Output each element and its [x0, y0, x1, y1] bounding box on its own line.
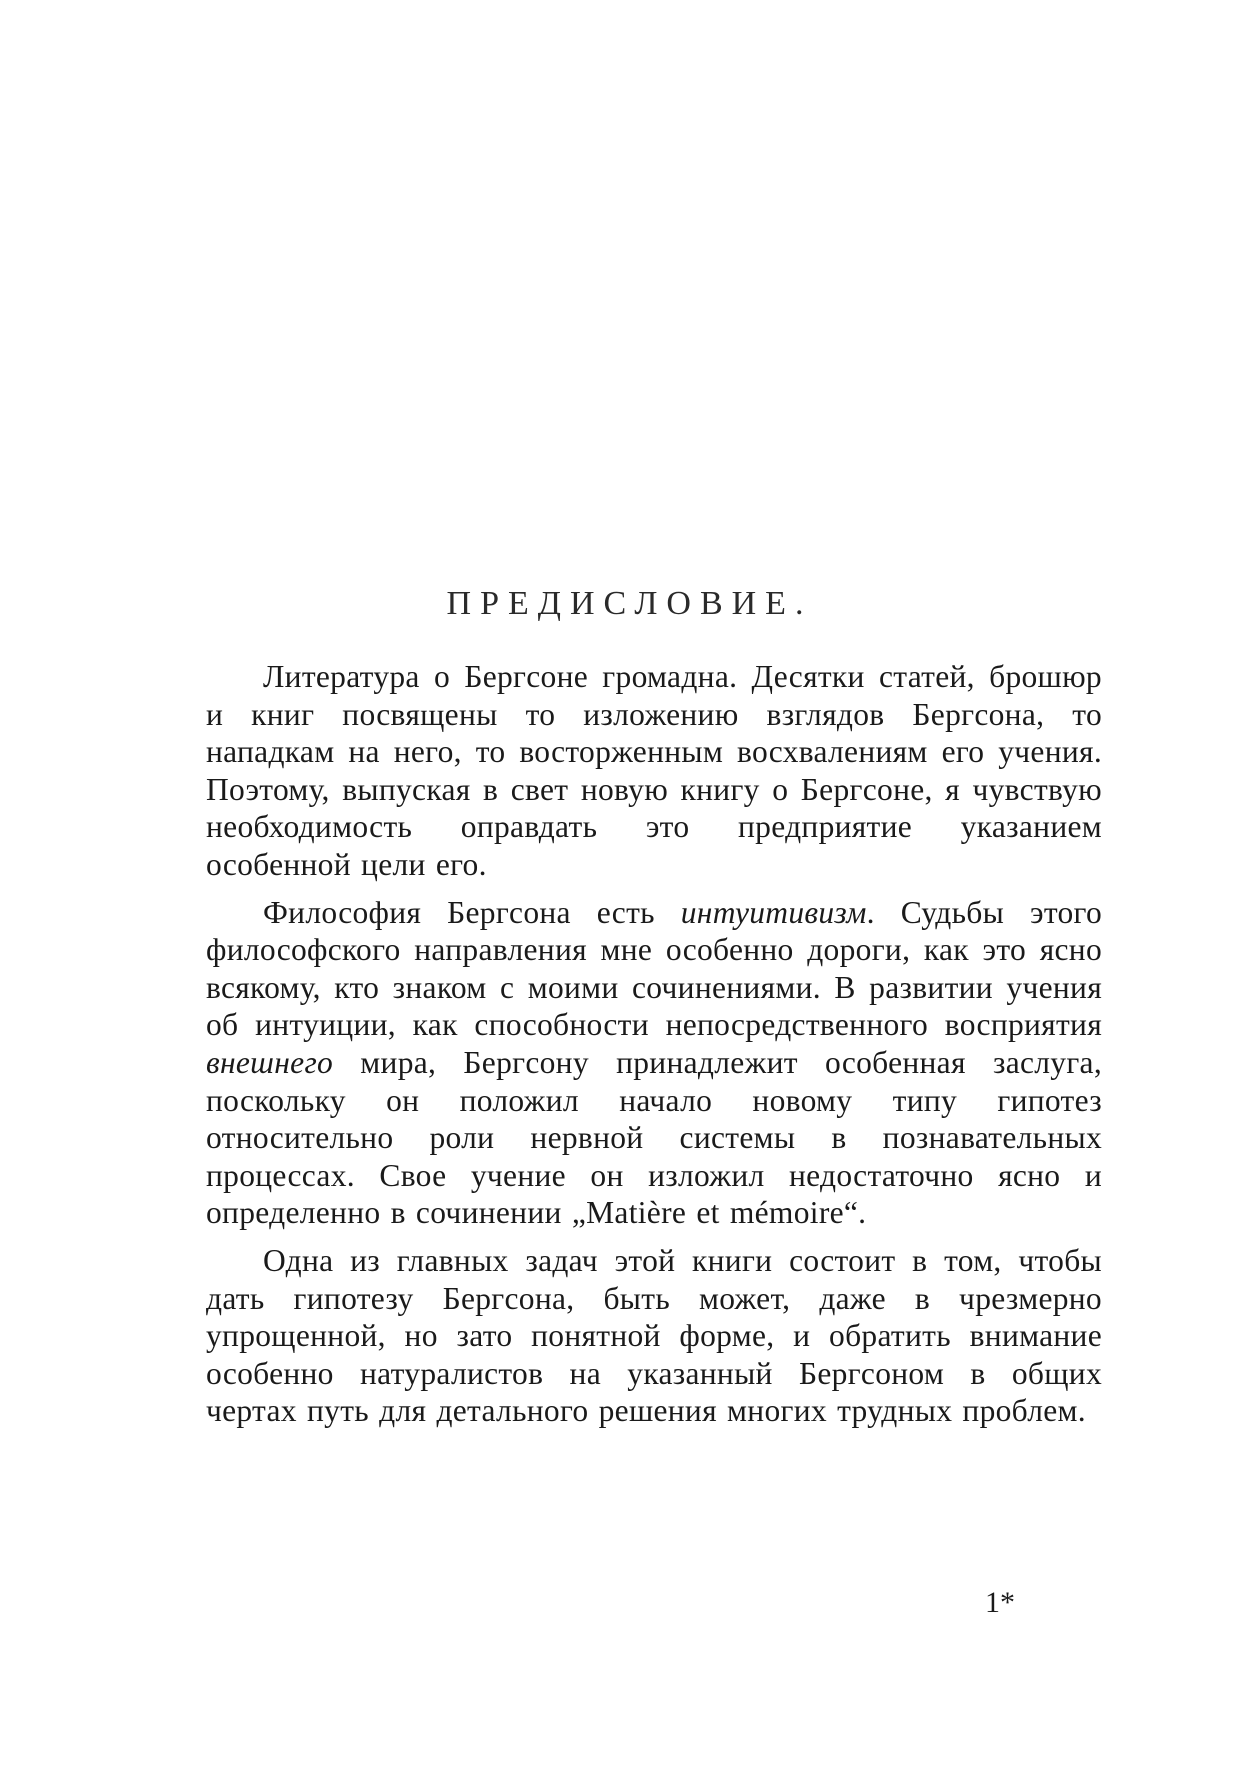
paragraph-2-part-1: Философия Бергсона есть [263, 894, 681, 930]
emphasis-intuitivism: интуитивизм [680, 894, 867, 930]
paragraph-3: Одна из главных задач этой книги состоит в том, чтобы дать гипотезу Бергсона, быть может, даже в чрезмерно упрощенной, но зато понятной форме, и обратить внимание особенно натуралистов на указанный Бергсоном в общих чертах путь для детального решения многих трудных проблем. [206, 1242, 1102, 1429]
preface-body [206, 658, 1102, 1430]
page-number: 1* [985, 1586, 1015, 1619]
paragraph-2-part-3: мира, Бергсону принадлежит особенная заслуга, поскольку он положил начало новому типу гипотез относительно роли нервной системы в познавательных процессах. Свое учение он изложил недостаточно ясно и определенно в сочинении „Matière et mémoire“. [206, 1044, 1102, 1231]
paragraph-2-part-2: . Судьбы этого философского направления мне особенно дороги, как это ясно всякому, кто знаком с моими сочинениями. В развитии учения об интуиции, как способности непосредственного восприятия [206, 894, 1103, 1043]
paragraph-1: Литература о Бергсоне громадна. Десятки статей, брошюр и книг посвящены то изложению взглядов Бергсона, то нападкам на него, то восторженным восхвалениям его учения. Поэтому, выпуская в свет новую книгу о Бергсоне, я чувствую необходимость оправдать это предприятие указанием особенной цели его. [206, 659, 1102, 882]
paragraph-2 [206, 894, 1102, 1232]
page-title: ПРЕДИСЛОВИЕ. [446, 585, 813, 622]
emphasis-external: внешнего [206, 1044, 334, 1080]
